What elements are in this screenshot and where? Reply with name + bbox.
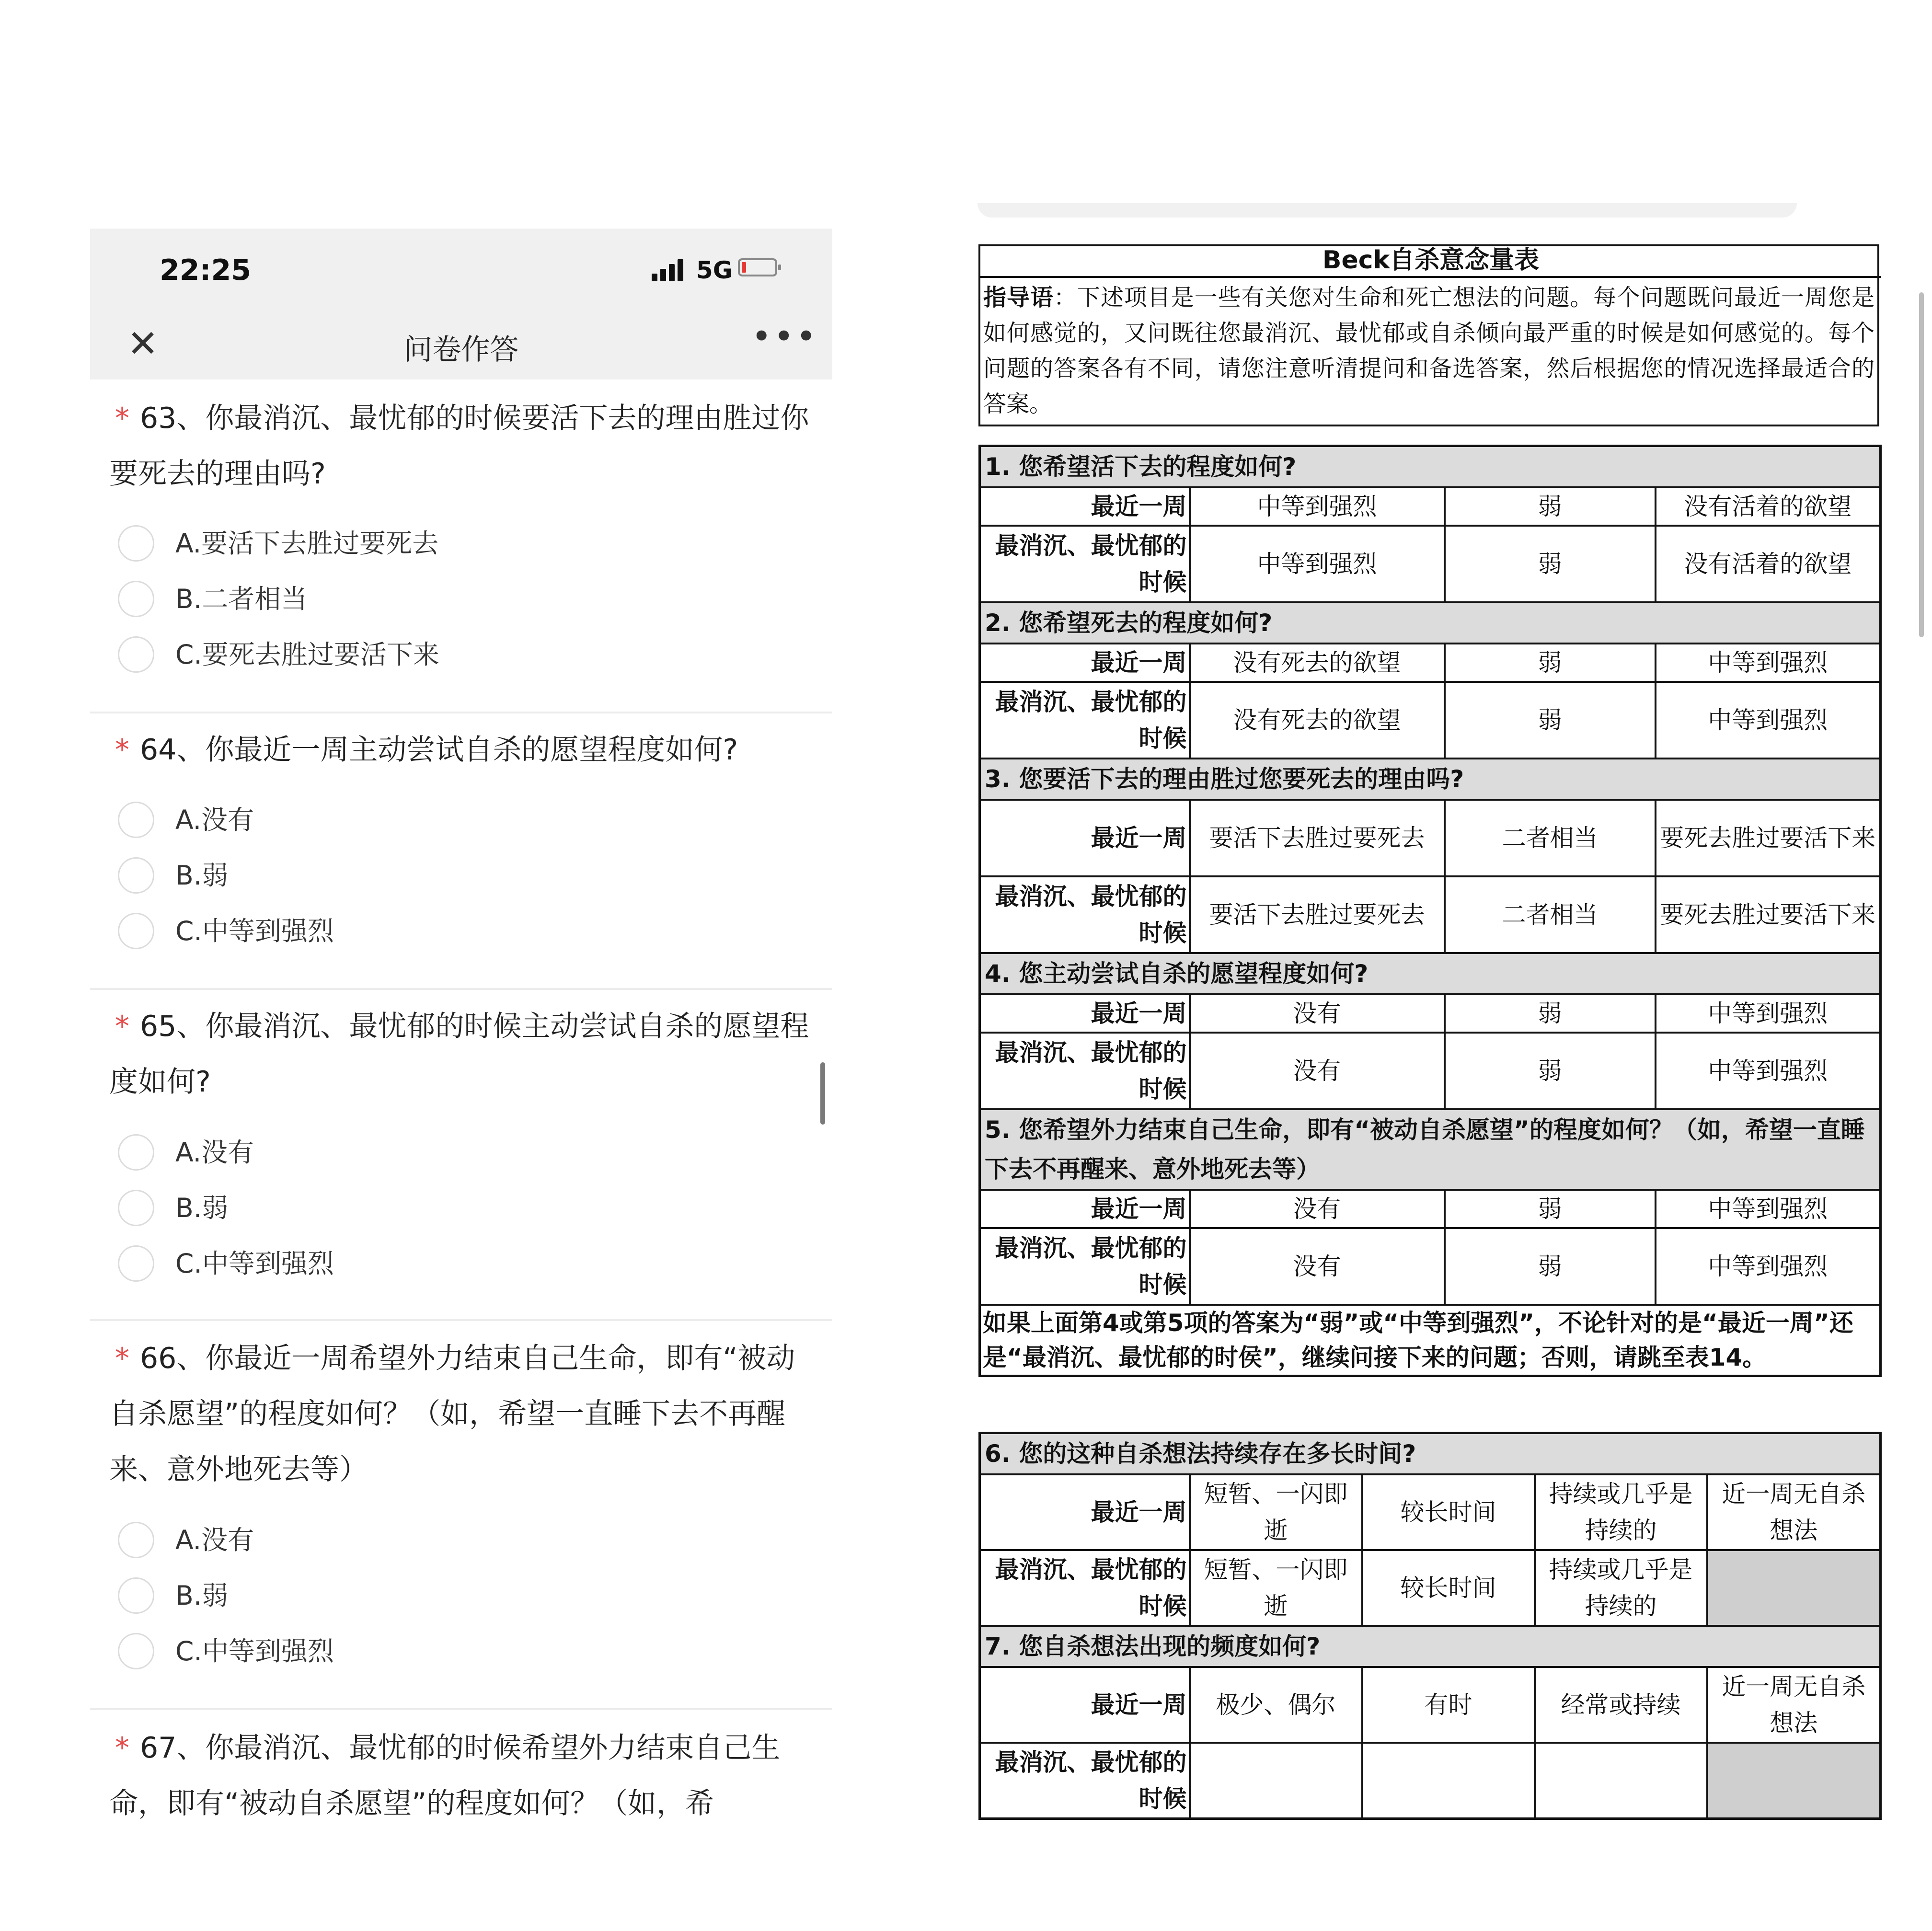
answer-cell: 没有死去的欲望 [1190,644,1445,682]
answer-cell: 短暂、一闪即逝 [1190,1474,1362,1550]
row-label-worst: 最消沉、最忧郁的时候 [980,1743,1190,1818]
question-title [109,999,818,1110]
answer-cell: 近一周无自杀想法 [1707,1474,1881,1550]
row-label-recent: 最近一周 [980,1190,1190,1228]
item-question: 7. 您自杀想法出现的频度如何? [980,1626,1881,1667]
answer-cell: 要活下去胜过要死去 [1190,800,1445,876]
option-label: C.要死去胜过要活下来 [175,639,439,670]
answer-cell: 中等到强烈 [1656,1033,1881,1109]
shaded-cell [1707,1743,1881,1818]
option-label: B.弱 [175,1193,229,1223]
answer-cell: 没有活着的欲望 [1656,526,1881,602]
close-icon: ✕ [127,322,159,366]
question-65 [90,990,832,1321]
answer-cell [1190,1743,1362,1818]
required-mark: * [115,1010,129,1043]
doc-top-bar [978,203,1797,218]
radio-button[interactable] [118,913,154,949]
page-title: 问卷作答 [403,333,519,367]
answer-cell: 弱 [1445,1228,1656,1305]
answer-cell: 要死去胜过要活下来 [1656,800,1881,876]
scale-table-1-5 [978,445,1882,1377]
signal-icon [652,257,690,281]
answer-cell: 中等到强烈 [1656,994,1881,1033]
answer-cell: 弱 [1445,994,1656,1033]
required-mark: * [115,1342,129,1375]
answer-cell: 弱 [1445,1033,1656,1109]
radio-button[interactable] [118,636,154,673]
option-label: C.中等到强烈 [175,1636,334,1667]
answer-cell: 中等到强烈 [1656,644,1881,682]
answer-cell: 较长时间 [1362,1474,1535,1550]
answer-cell: 弱 [1445,526,1656,602]
answer-cell: 没有 [1190,1190,1445,1228]
option-label: C.中等到强烈 [175,916,334,946]
intro-paragraph [983,280,1874,422]
question-title [109,391,818,502]
intro-label: 指导语 [983,284,1054,311]
question-63 [90,382,832,670]
answer-cell: 没有 [1190,1228,1445,1305]
phone-screen [90,229,832,1835]
option-label: C.中等到强烈 [175,1248,334,1279]
answer-cell: 近一周无自杀想法 [1707,1667,1881,1743]
option-label: A.没有 [175,805,254,835]
answer-cell: 没有活着的欲望 [1656,487,1881,526]
more-button[interactable] [751,316,818,356]
row-label-worst: 最消沉、最忧郁的时候 [980,526,1190,602]
intro-text: ：下述项目是一些有关您对生命和死亡想法的问题。每个问题既问最近一周您是如何感觉的，又问既往您最消沉、最忧郁或自杀倾向最严重的时候是如何感觉的。每个问题的答案各有不同，请您注意听清提问和备选答案，然后根据您的情况选择最适合的答案。 [983,284,1874,417]
intro-box [978,244,1879,426]
beck-scale-document [978,234,1893,1813]
row-label-worst: 最消沉、最忧郁的时候 [980,1033,1190,1109]
radio-button[interactable] [118,1522,154,1558]
divider [90,1708,832,1710]
required-mark: * [115,1731,129,1765]
option-label: B.二者相当 [175,584,308,614]
shaded-cell [1707,1550,1881,1626]
scrollbar[interactable] [820,1062,825,1125]
option-label: B.弱 [175,1580,229,1611]
skip-instruction: 如果上面第4或第5项的答案为“弱”或“中等到强烈”，不论针对的是“最近一周”还是“最消沉、最忧郁的时侯”，继续问接下来的问题；否则，请跳至表14。 [980,1305,1881,1376]
answer-cell: 持续或几乎是持续的 [1535,1474,1707,1550]
item-question: 5. 您希望外力结束自己生命，即有“被动自杀愿望”的程度如何？（如，希望一直睡下去不再醒来、意外地死去等） [980,1109,1881,1190]
row-label-worst: 最消沉、最忧郁的时候 [980,1228,1190,1305]
nav-bar [90,308,832,379]
question-text: 64、你最近一周主动尝试自杀的愿望程度如何? [140,733,738,767]
answer-cell: 中等到强烈 [1656,682,1881,759]
item-question: 2. 您希望死去的程度如何? [980,602,1881,644]
doc-scrollbar[interactable] [1919,292,1924,637]
answer-cell: 有时 [1362,1667,1535,1743]
radio-button[interactable] [118,581,154,617]
document-title: Beck自杀意念量表 [980,246,1881,278]
radio-button[interactable] [118,1190,154,1226]
answer-cell: 二者相当 [1445,800,1656,876]
answer-cell: 中等到强烈 [1656,1228,1881,1305]
answer-cell: 中等到强烈 [1656,1190,1881,1228]
answer-cell: 持续或几乎是持续的 [1535,1550,1707,1626]
item-question: 1. 您希望活下去的程度如何? [980,446,1881,488]
answer-cell: 弱 [1445,487,1656,526]
network-label: 5G [696,256,733,284]
answer-cell: 二者相当 [1445,876,1656,953]
required-mark: * [115,733,129,767]
scale-table-6-7 [978,1432,1882,1820]
row-label-worst: 最消沉、最忧郁的时候 [980,876,1190,953]
question-text: 66、你最近一周希望外力结束自己生命，即有“被动自杀愿望”的程度如何？（如，希望一直睡下去不再醒来、意外地死去等） [109,1342,795,1486]
question-text: 67、你最消沉、最忧郁的时候希望外力结束自己生命，即有“被动自杀愿望”的程度如何？（如，希 [109,1731,781,1820]
row-label-recent: 最近一周 [980,1474,1190,1550]
answer-cell: 弱 [1445,1190,1656,1228]
question-text: 63、你最消沉、最忧郁的时候要活下去的理由胜过你要死去的理由吗? [109,402,809,491]
radio-button[interactable] [118,1134,154,1171]
divider [90,1319,832,1321]
item-question: 3. 您要活下去的理由胜过您要死去的理由吗? [980,759,1881,800]
question-64 [90,713,832,982]
battery-icon [738,258,777,276]
answer-cell: 没有 [1190,1033,1445,1109]
status-bar [90,229,832,308]
more-icon: ••• [751,316,818,356]
question-title [109,1720,818,1831]
row-label-worst: 最消沉、最忧郁的时候 [980,682,1190,759]
row-label-recent: 最近一周 [980,1667,1190,1743]
radio-button[interactable] [118,1577,154,1614]
answer-cell [1362,1743,1535,1818]
option-label: A.要活下去胜过要死去 [175,528,439,559]
option-label: B.弱 [175,860,229,891]
answer-cell: 弱 [1445,682,1656,759]
question-66 [90,1322,832,1710]
answer-cell: 中等到强烈 [1190,487,1445,526]
question-67 [90,1712,832,1835]
radio-button[interactable] [118,1245,154,1282]
radio-button[interactable] [118,802,154,838]
answer-cell: 短暂、一闪即逝 [1190,1550,1362,1626]
row-label-worst: 最消沉、最忧郁的时候 [980,1550,1190,1626]
answer-cell: 中等到强烈 [1190,526,1445,602]
answer-cell: 较长时间 [1362,1550,1535,1626]
answer-cell: 要活下去胜过要死去 [1190,876,1445,953]
row-label-recent: 最近一周 [980,644,1190,682]
answer-cell: 弱 [1445,644,1656,682]
answer-cell: 经常或持续 [1535,1667,1707,1743]
status-time: 22:25 [160,253,251,287]
radio-button[interactable] [118,1633,154,1669]
question-text: 65、你最消沉、最忧郁的时候主动尝试自杀的愿望程度如何? [109,1010,809,1099]
row-label-recent: 最近一周 [980,994,1190,1033]
answer-cell: 没有死去的欲望 [1190,682,1445,759]
question-title [109,722,818,778]
answer-cell: 极少、偶尔 [1190,1667,1362,1743]
row-label-recent: 最近一周 [980,487,1190,526]
radio-button[interactable] [118,857,154,894]
item-question: 4. 您主动尝试自杀的愿望程度如何? [980,953,1881,994]
option-label: A.没有 [175,1137,254,1168]
question-title [109,1331,818,1497]
answer-cell: 要死去胜过要活下来 [1656,876,1881,953]
item-question: 6. 您的这种自杀想法持续存在多长时间? [980,1433,1881,1475]
battery-level [742,262,746,273]
row-label-recent: 最近一周 [980,800,1190,876]
answer-cell [1535,1743,1707,1818]
option-label: A.没有 [175,1525,254,1555]
required-mark: * [115,402,129,435]
radio-button[interactable] [118,525,154,562]
answer-cell: 没有 [1190,994,1445,1033]
